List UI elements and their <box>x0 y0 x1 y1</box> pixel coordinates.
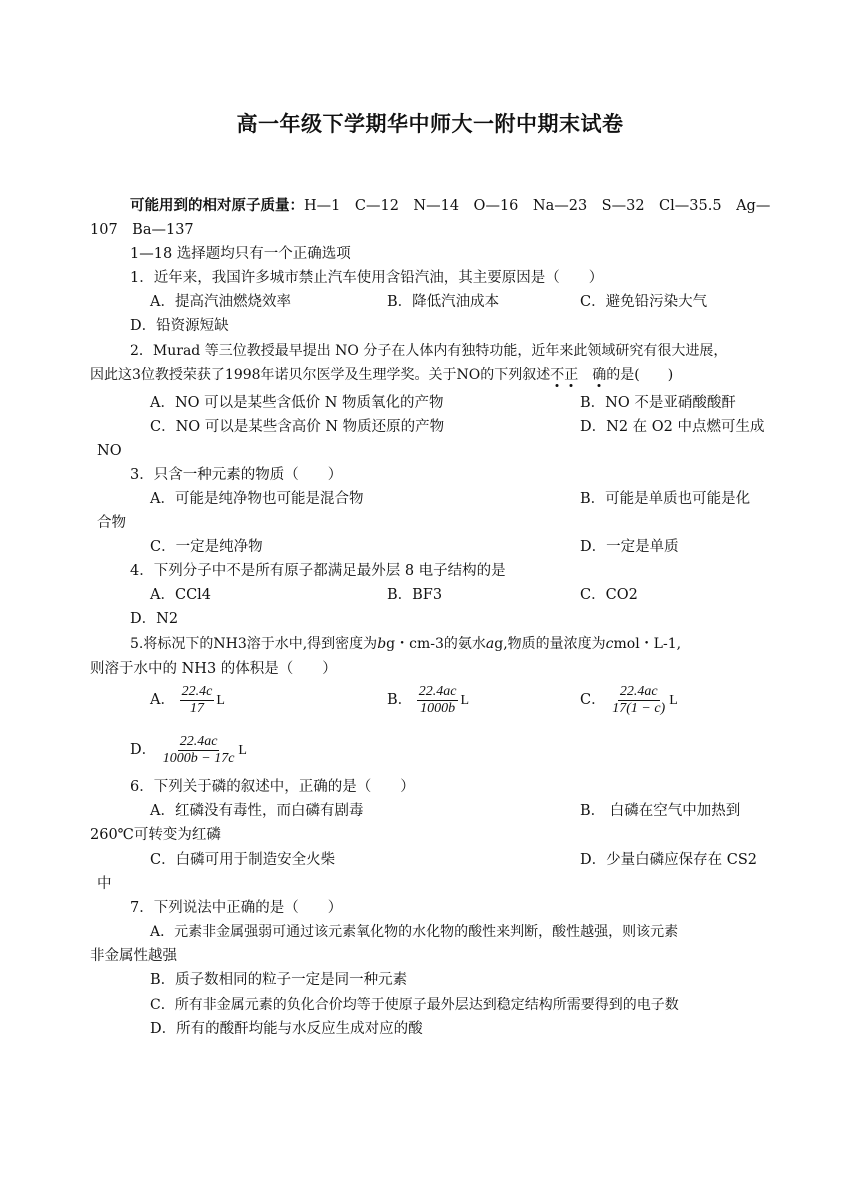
q5-option-c-fraction <box>610 684 667 717</box>
q5-option-b-fraction <box>417 684 459 717</box>
fraction-denominator: 17 <box>189 700 204 716</box>
q1-stem: 1．近年来，我国许多城市禁止汽车使用含铅汽油，其主要原因是（ ） <box>130 270 604 286</box>
fraction-denominator: 17(1 − c) <box>612 700 666 716</box>
atomic-mass-line <box>130 195 770 217</box>
q2-emph-char: 正 <box>564 367 579 383</box>
fraction-denominator: 1000b − 17c <box>162 750 235 766</box>
q2-option-b: B．NO 不是亚硝酸酸酐 <box>580 395 736 411</box>
q1-option-c: C．避免铅污染大气 <box>580 294 708 310</box>
q5-stem-line2: 则溶于水中的 NH3 的体积是（ ） <box>90 661 337 677</box>
q6-option-d: D．少量白磷应保存在 CS2 <box>580 852 757 868</box>
q5-stem-part: mol・L-1, <box>613 636 682 652</box>
q5-stem-part: 5.将标况下的NH3溶于水中,得到密度为 <box>130 636 378 652</box>
fraction-numerator: 22.4c <box>181 683 213 699</box>
q6-option-c: C．白磷可用于制造安全火柴 <box>150 852 336 868</box>
q6-stem: 6．下列关于磷的叙述中，正确的是（ ） <box>130 779 415 795</box>
q5-var-c: c <box>605 636 614 652</box>
q7-option-b: B．质子数相同的粒子一定是同一种元素 <box>150 972 408 988</box>
q2-option-d-cont: NO <box>97 443 122 459</box>
q2-emph-char: 不 <box>550 367 565 383</box>
unit-label: L <box>669 693 678 708</box>
q2-stem-pre: 因此这3位教授荣获了1998年诺贝尔医学及生理学奖。关于NO的下列叙述 <box>90 367 551 383</box>
q3-option-d: D．一定是单质 <box>580 539 679 555</box>
fraction-numerator: 22.4ac <box>418 683 457 699</box>
q5-stem-part: g・cm-3的氨水 <box>386 636 486 652</box>
q7-option-d: D．所有的酸酐均能与水反应生成对应的酸 <box>150 1021 423 1037</box>
q3-stem: 3．只含一种元素的物质（ ） <box>130 467 343 483</box>
q2-stem-line2 <box>90 364 673 386</box>
q5-option-c-label: C． <box>580 692 606 708</box>
q6-option-d-cont: 中 <box>97 876 112 892</box>
q3-option-b-cont: 合物 <box>97 515 126 531</box>
unit-label: L <box>216 693 225 708</box>
q5-option-b-label: B． <box>387 692 413 708</box>
q5-var-a: a <box>485 636 495 652</box>
q5-option-c <box>580 683 678 718</box>
q5-option-d <box>130 733 247 768</box>
unit-label: L <box>238 743 247 758</box>
atomic-mass-values: H—1 C—12 N—14 O—16 Na—23 S—32 Cl—35.5 Ag— <box>304 198 771 214</box>
q3-option-c: C．一定是纯净物 <box>150 539 263 555</box>
q7-option-a: A．元素非金属强弱可通过该元素氧化物的水化物的酸性来判断，酸性越强，则该元素 <box>150 924 679 940</box>
q2-option-d: D．N2 在 O2 中点燃可生成 <box>580 419 765 435</box>
q2-stem-line1: 2．Murad 等三位教授最早提出 NO 分子在人体内有独特功能，近年来此领域研究有很大进展， <box>130 343 728 359</box>
q2-gap <box>578 367 592 383</box>
q4-option-c: C．CO2 <box>580 587 638 603</box>
fraction-numerator: 22.4ac <box>619 683 658 699</box>
q2-stem-post: 的是( ) <box>606 367 674 383</box>
q5-option-a-label: A． <box>150 692 175 708</box>
q5-var-b: b <box>377 636 387 652</box>
q2-emph-char: 确 <box>592 367 607 383</box>
q7-option-c: C．所有非金属元素的负化合价均等于使原子最外层达到稳定结构所需要得到的电子数 <box>150 997 679 1013</box>
q7-option-a-cont: 非金属性越强 <box>90 948 177 964</box>
exam-title: 高一年级下学期华中师大一附中期末试卷 <box>236 111 624 136</box>
atomic-mass-label: 可能用到的相对原子质量： <box>130 197 304 214</box>
q4-stem: 4．下列分子中不是所有原子都满足最外层 8 电子结构的是 <box>130 563 506 579</box>
q4-option-b: B．BF3 <box>387 587 443 603</box>
fraction-denominator: 1000b <box>420 700 456 716</box>
q4-option-d: D．N2 <box>130 611 179 627</box>
fraction-numerator: 22.4ac <box>179 733 218 749</box>
q1-option-b: B．降低汽油成本 <box>387 294 500 310</box>
q5-option-d-label: D． <box>130 742 157 758</box>
q6-option-b: B． 白磷在空气中加热到 <box>580 803 741 819</box>
q1-option-d: D．铅资源短缺 <box>130 318 229 334</box>
q3-option-b: B．可能是单质也可能是化 <box>580 491 751 507</box>
atomic-mass-values-cont: 107 Ba—137 <box>90 222 194 238</box>
q3-option-a: A．可能是纯净物也可能是混合物 <box>150 491 364 507</box>
q4-option-a: A．CCl4 <box>150 587 212 603</box>
q5-stem-line1 <box>130 633 681 655</box>
q6-option-a: A．红磷没有毒性，而白磷有剧毒 <box>150 803 364 819</box>
q2-option-c: C．NO 可以是某些含高价 N 物质还原的产物 <box>150 419 445 435</box>
q5-option-d-fraction <box>161 734 237 767</box>
unit-label: L <box>460 693 470 708</box>
q7-stem: 7．下列说法中正确的是（ ） <box>130 900 343 916</box>
q6-option-b-cont: 260℃可转变为红磷 <box>90 827 221 843</box>
q1-option-a: A．提高汽油燃烧效率 <box>150 294 291 310</box>
q5-option-a-fraction <box>180 684 215 717</box>
q2-option-a: A．NO 可以是某些含低价 N 物质氧化的产物 <box>150 395 444 411</box>
q5-option-b <box>387 683 469 718</box>
q5-stem-part: g,物质的量浓度为 <box>494 636 606 652</box>
section-note: 1—18 选择题均只有一个正确选项 <box>130 246 351 262</box>
q5-option-a <box>150 683 225 718</box>
